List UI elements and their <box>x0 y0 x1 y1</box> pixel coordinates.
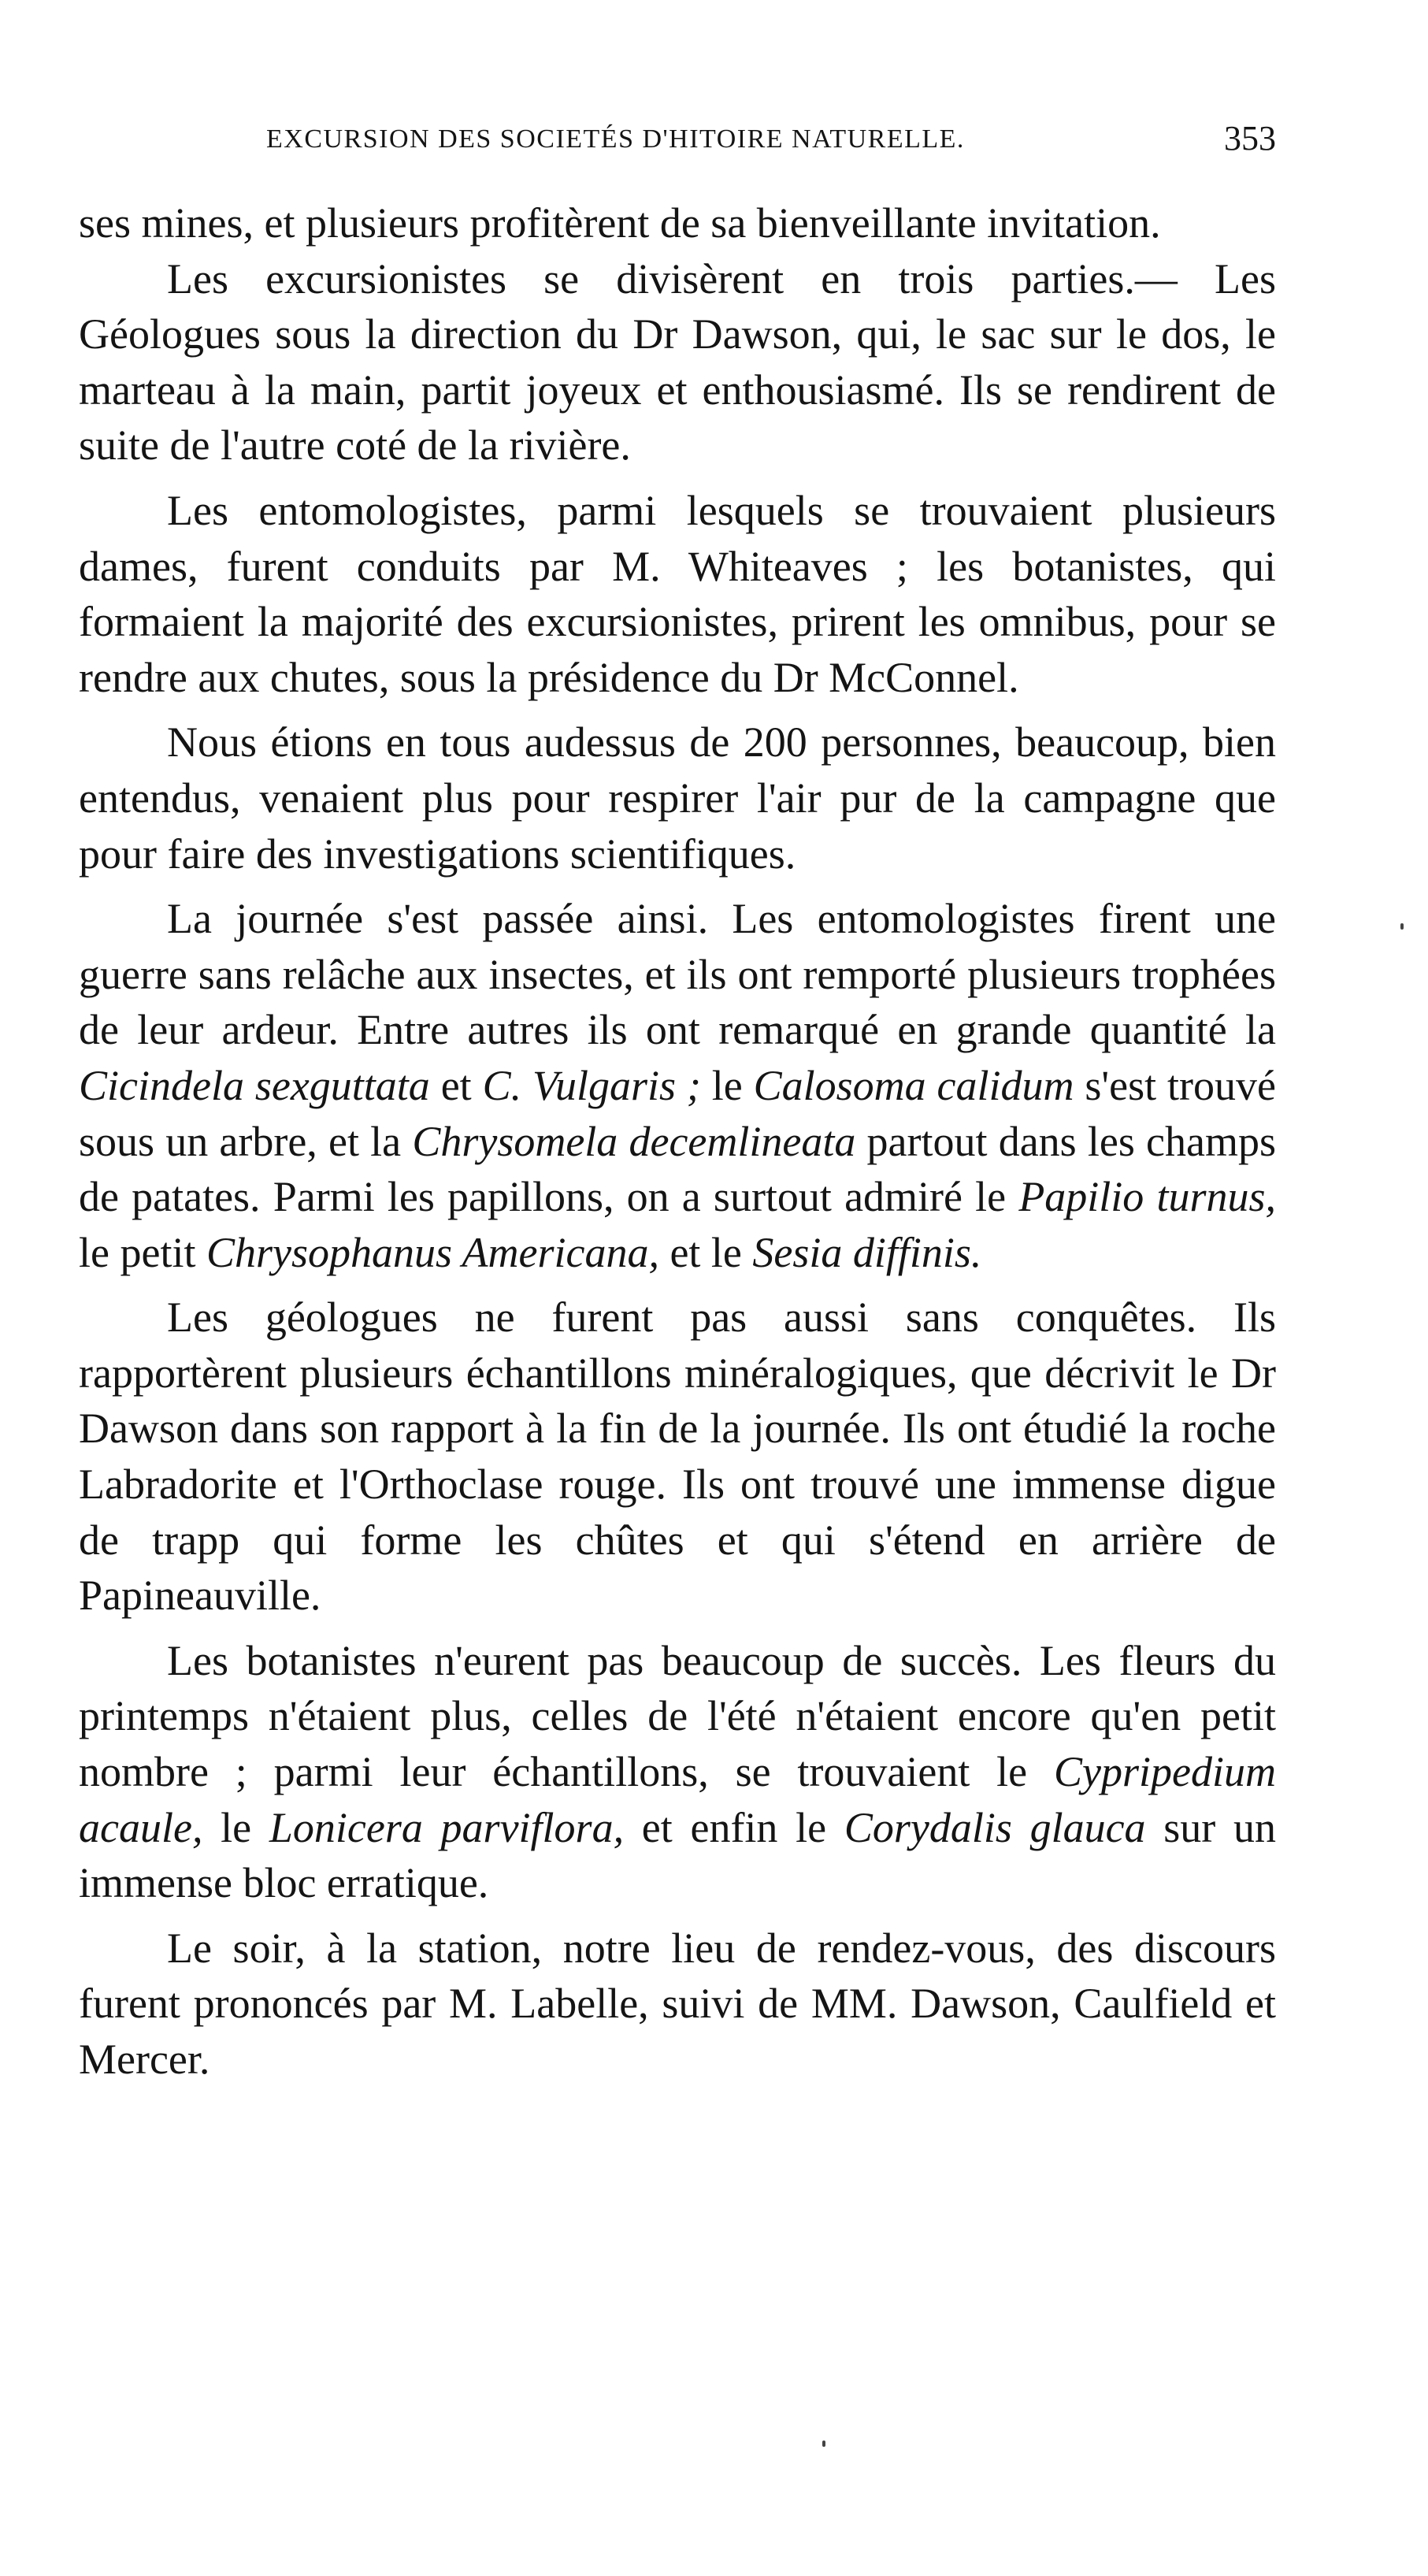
italic-text-run: Sesia diffinis. <box>752 1228 982 1276</box>
italic-text-run: Chrysophanus Americana, <box>206 1228 659 1276</box>
paragraph <box>79 483 1276 705</box>
text-run: et <box>429 1061 483 1109</box>
italic-text-run: Cicindela sexguttata <box>79 1061 430 1109</box>
body-text <box>79 195 1276 2088</box>
paragraph <box>79 1921 1276 2088</box>
text-run: le petit <box>79 1228 206 1276</box>
text-run: Le soir, à la station, notre lieu de rendez-vous, des discours furent prononcés par M. Labelle, suivi de MM. Dawson, Caulfield et Mercer. <box>79 1924 1276 2083</box>
text-run: le <box>202 1803 269 1851</box>
text-run: Nous étions en tous audessus de 200 personnes, beaucoup, bien entendus, venaient plus pour respirer l'air pur de la campagne que pour faire des investigations scientifiques. <box>79 718 1276 878</box>
italic-text-run: Corydalis glauca <box>844 1803 1146 1851</box>
page-number: 353 <box>1224 119 1276 158</box>
italic-text-run: Calosoma calidum <box>753 1061 1074 1109</box>
italic-text-run: Chrysomela decemlineata <box>412 1117 856 1165</box>
text-run: Les géologues ne furent pas aussi sans conquêtes. Ils rapportèrent plusieurs échantillons minéralogiques, que décrivit le Dr Dawson dans son rapport à la fin de la journée. Ils ont étudié la roche Labradorite et l'Orthoclase rouge. Ils ont trouvé une immense digue de trapp qui forme les chûtes et qui s'étend en arrière de Papineauville. <box>79 1294 1276 1620</box>
running-title: EXCURSION DES SOCIETÉS D'HITOIRE NATURELLE. <box>266 124 965 154</box>
paragraph <box>79 1633 1276 1911</box>
text-run: Les entomologistes, parmi lesquels se trouvaient plusieurs dames, furent conduits par M. Whiteaves ; les botanistes, qui formaient la majorité des excursionistes, prirent les omnibus, pour se rendre aux chutes, sous la présidence du Dr McConnel. <box>79 486 1276 701</box>
text-run: Les botanistes n'eurent pas beaucoup de succès. Les fleurs du printemps n'étaient plus, celles de l'été n'étaient encore qu'en petit nombre ; parmi leur échantillons, se trouvaient le <box>79 1636 1276 1796</box>
text-run: et enfin le <box>624 1803 844 1851</box>
text-run: s'est trouvé sous un arbre, et la <box>79 1061 1276 1165</box>
text-run: La journée s'est passée ainsi. Les entomologistes firent une guerre sans relâche aux insectes, et ils ont remporté plusieurs trophées de leur ardeur. Entre autres ils ont remarqué en grande quantité la <box>79 895 1276 1054</box>
italic-text-run: C. Vulgaris ; <box>482 1061 701 1109</box>
paragraph <box>79 1290 1276 1624</box>
text-run: Les excursionistes se divisèrent en trois parties.— Les Géologues sous la direction du Dr Dawson, qui, le sac sur le dos, le marteau à la main, partit joyeux et enthousiasmé. Ils se rendirent de suite de l'autre coté de la rivière. <box>79 254 1276 470</box>
text-run: et le <box>658 1228 753 1276</box>
paragraph <box>79 251 1276 473</box>
paragraph <box>79 715 1276 882</box>
stray-ink-mark <box>1400 923 1404 930</box>
page-header <box>79 118 1276 165</box>
text-run: le <box>700 1061 754 1109</box>
stray-ink-mark <box>822 2441 825 2447</box>
italic-text-run: Lonicera parviflora, <box>269 1803 625 1851</box>
italic-text-run: Papilio turnus, <box>1018 1173 1276 1221</box>
paragraph <box>79 195 1276 251</box>
text-run: partout dans les champs de patates. Parmi les papillons, on a surtout admiré le <box>79 1117 1276 1221</box>
paragraph <box>79 891 1276 1280</box>
italic-text-run: Cypripedium acaule, <box>79 1748 1276 1851</box>
text-run: ses mines, et plusieurs profitèrent de sa bienveillante invitation. <box>79 199 1161 247</box>
text-run: sur un immense bloc erratique. <box>79 1803 1276 1907</box>
